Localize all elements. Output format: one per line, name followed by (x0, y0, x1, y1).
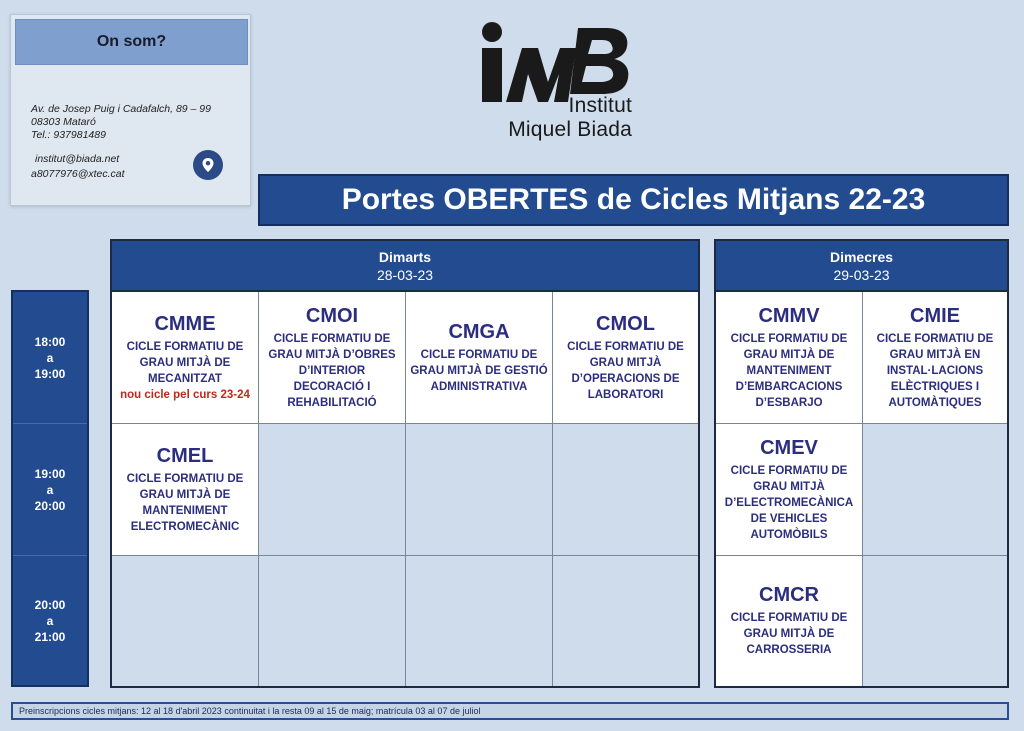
preinscription-footer (11, 702, 1009, 720)
course-description: CICLE FORMATIU DE GRAU MITJÀ DE GESTIÓ ADMINISTRATIVA (410, 348, 548, 393)
empty-cell (553, 556, 698, 686)
time-from: 20:00 (34, 597, 66, 612)
empty-cell (259, 424, 406, 556)
course-cell[interactable] (112, 292, 259, 424)
course-description: CICLE FORMATIU DE GRAU MITJÀ D’OBRES D’INTERIOR DECORACIÓ I REHABILITACIÓ (268, 332, 396, 409)
page-title: Portes OBERTES de Cicles Mitjans 22-23 (341, 183, 926, 216)
time-sep: a (46, 350, 54, 365)
course-description: CICLE FORMATIU DE GRAU MITJÀ DE CARROSSERIA (730, 612, 848, 656)
course-code: CMOI (305, 304, 359, 327)
course-cell[interactable] (716, 424, 863, 556)
time-slot-1 (13, 292, 87, 424)
course-description: CICLE FORMATIU DE GRAU MITJÀ DE MECANITZAT (126, 340, 244, 385)
day-block-wednesday (714, 239, 1009, 688)
time-column (11, 290, 89, 687)
email-2[interactable]: a8077976@xtec.cat (31, 168, 125, 180)
course-cell[interactable] (716, 292, 863, 424)
time-sep: a (46, 482, 54, 497)
day-name: Dimecres (829, 248, 894, 265)
course-cell[interactable] (716, 556, 863, 686)
course-description: CICLE FORMATIU DE GRAU MITJÀ D’ELECTROMECÀNICA DE VEHICLES AUTOMÒBILS (724, 464, 854, 541)
new-course-note: nou cicle pel curs 23-24 (120, 388, 250, 401)
course-cell[interactable] (259, 292, 406, 424)
course-code: CMGA (448, 320, 510, 343)
course-cell[interactable] (112, 424, 259, 556)
time-slot-3 (13, 556, 87, 685)
footer-text: Preinscripcions cicles mitjans: 12 al 18 d'abril 2023 continuitat i la resta 09 al 15 de maig; matrícula 03 al 07 de juliol (19, 706, 481, 716)
course-description: CICLE FORMATIU DE GRAU MITJÀ D’OPERACIONS DE LABORATORI (567, 340, 684, 401)
map-pin-icon[interactable] (193, 150, 223, 180)
course-code: CMIE (910, 304, 960, 327)
location-title: On som? (15, 19, 248, 65)
course-code: CMMV (758, 304, 820, 327)
time-to: 19:00 (34, 366, 66, 381)
location-card (10, 14, 251, 206)
schedule-grid (716, 292, 1007, 686)
course-cell[interactable] (553, 292, 698, 424)
logo-line-1: Institut (568, 94, 632, 117)
time-slot-2 (13, 424, 87, 556)
course-code: CMEL (156, 444, 214, 467)
empty-cell (863, 424, 1007, 556)
time-from: 18:00 (34, 334, 66, 349)
phone-number: Tel.: 937981489 (31, 129, 106, 141)
day-name: Dimarts (378, 248, 432, 265)
time-to: 21:00 (34, 629, 66, 644)
email-1[interactable]: institut@biada.net (35, 153, 120, 165)
course-description: CICLE FORMATIU DE GRAU MITJÀ EN INSTAL·LACIONS ELÈCTRIQUES I AUTOMÀTIQUES (876, 332, 994, 409)
day-date: 28-03-23 (376, 266, 434, 283)
course-code: CMCR (759, 584, 819, 606)
time-sep: a (46, 613, 54, 628)
course-cell[interactable] (406, 292, 553, 424)
empty-cell (259, 556, 406, 686)
time-to: 20:00 (34, 498, 66, 513)
course-code: CMOL (596, 312, 655, 335)
logo-line-2: Miquel Biada (508, 118, 632, 141)
school-logo (470, 18, 640, 148)
time-from: 19:00 (34, 466, 66, 481)
empty-cell (406, 556, 553, 686)
course-description: CICLE FORMATIU DE GRAU MITJÀ DE MANTENIMENT D’EMBARCACIONS D’ESBARJO (730, 332, 848, 409)
course-description: CICLE FORMATIU DE GRAU MITJÀ DE MANTENIMENT ELECTROMECÀNIC (126, 472, 244, 533)
course-cell[interactable] (863, 292, 1007, 424)
day-header (112, 241, 698, 292)
address-line-2: 08303 Mataró (31, 116, 96, 128)
day-date: 29-03-23 (833, 266, 890, 283)
course-code: CMEV (760, 436, 818, 459)
schedule-grid (112, 292, 698, 686)
empty-cell (406, 424, 553, 556)
day-block-tuesday (110, 239, 700, 688)
empty-cell (112, 556, 259, 686)
page-title-banner (258, 174, 1009, 226)
empty-cell (863, 556, 1007, 686)
day-header (716, 241, 1007, 292)
empty-cell (553, 424, 698, 556)
address-line-1: Av. de Josep Puig i Cadafalch, 89 – 99 (31, 103, 211, 115)
course-code: CMME (154, 312, 216, 335)
